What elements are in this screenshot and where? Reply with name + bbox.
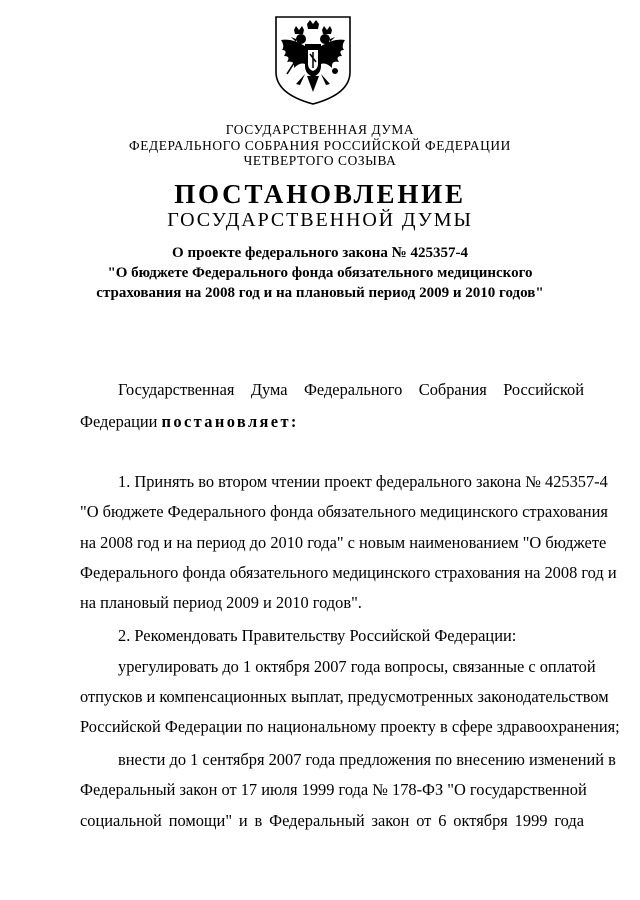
- issuer-line-convocation: ЧЕТВЕРТОГО СОЗЫВА: [243, 153, 397, 168]
- body-text-line: урегулировать до 1 октября 2007 года вопросы, связанные с оплатой: [118, 657, 596, 676]
- body-text-line: 2. Рекомендовать Правительству Российской Федерации:: [118, 626, 517, 645]
- document-title: ПОСТАНОВЛЕНИЕ: [174, 179, 466, 209]
- resolution-heading-line: О проекте федерального закона № 425357-4: [172, 245, 468, 261]
- body-text-run: Федерации: [80, 412, 162, 431]
- body-text-line: Государственная Дума Федерального Собрания Российской: [118, 380, 584, 399]
- body-text-line: отпусков и компенсационных выплат, предусмотренных законодательством: [80, 687, 609, 706]
- body-text-line: социальной помощи" и в Федеральный закон от 6 октября 1999 года: [80, 811, 584, 830]
- body-text-line: на плановый период 2009 и 2010 годов".: [80, 593, 362, 612]
- resolution-heading-line: "О бюджете Федерального фонда обязательного медицинского: [107, 265, 533, 281]
- issuer-line-state-duma: ГОСУДАРСТВЕННАЯ ДУМА: [225, 122, 415, 137]
- body-text-line: на 2008 год и на период до 2010 года" с новым наименованием "О бюджете: [80, 533, 607, 552]
- coat-of-arms-emblem: [272, 14, 354, 106]
- document-subtitle: ГОСУДАРСТВЕННОЙ ДУМЫ: [167, 209, 473, 231]
- body-text-line: Федерального фонда обязательного медицинского страхования на 2008 год и: [80, 563, 617, 582]
- body-text-line: [80, 411, 584, 433]
- double-headed-eagle-icon: [272, 14, 354, 106]
- resolution-verb: постановляет:: [161, 412, 299, 431]
- body-text-line: Российской Федерации по национальному проекту в сфере здравоохранения;: [80, 717, 620, 736]
- body-text-line: Федеральный закон от 17 июля 1999 года № 178-ФЗ "О государственной: [80, 780, 587, 799]
- resolution-heading-line: страхования на 2008 год и на плановый период 2009 и 2010 годов": [96, 285, 544, 301]
- body-text-line: "О бюджете Федерального фонда обязательного медицинского страхования: [80, 502, 608, 521]
- body-text-line: 1. Принять во втором чтении проект федерального закона № 425357-4: [118, 472, 608, 491]
- body-text-line: внести до 1 сентября 2007 года предложения по внесению изменений в: [118, 750, 616, 769]
- issuer-line-federal-assembly: ФЕДЕРАЛЬНОГО СОБРАНИЯ РОССИЙСКОЙ ФЕДЕРАЦИИ: [129, 138, 511, 153]
